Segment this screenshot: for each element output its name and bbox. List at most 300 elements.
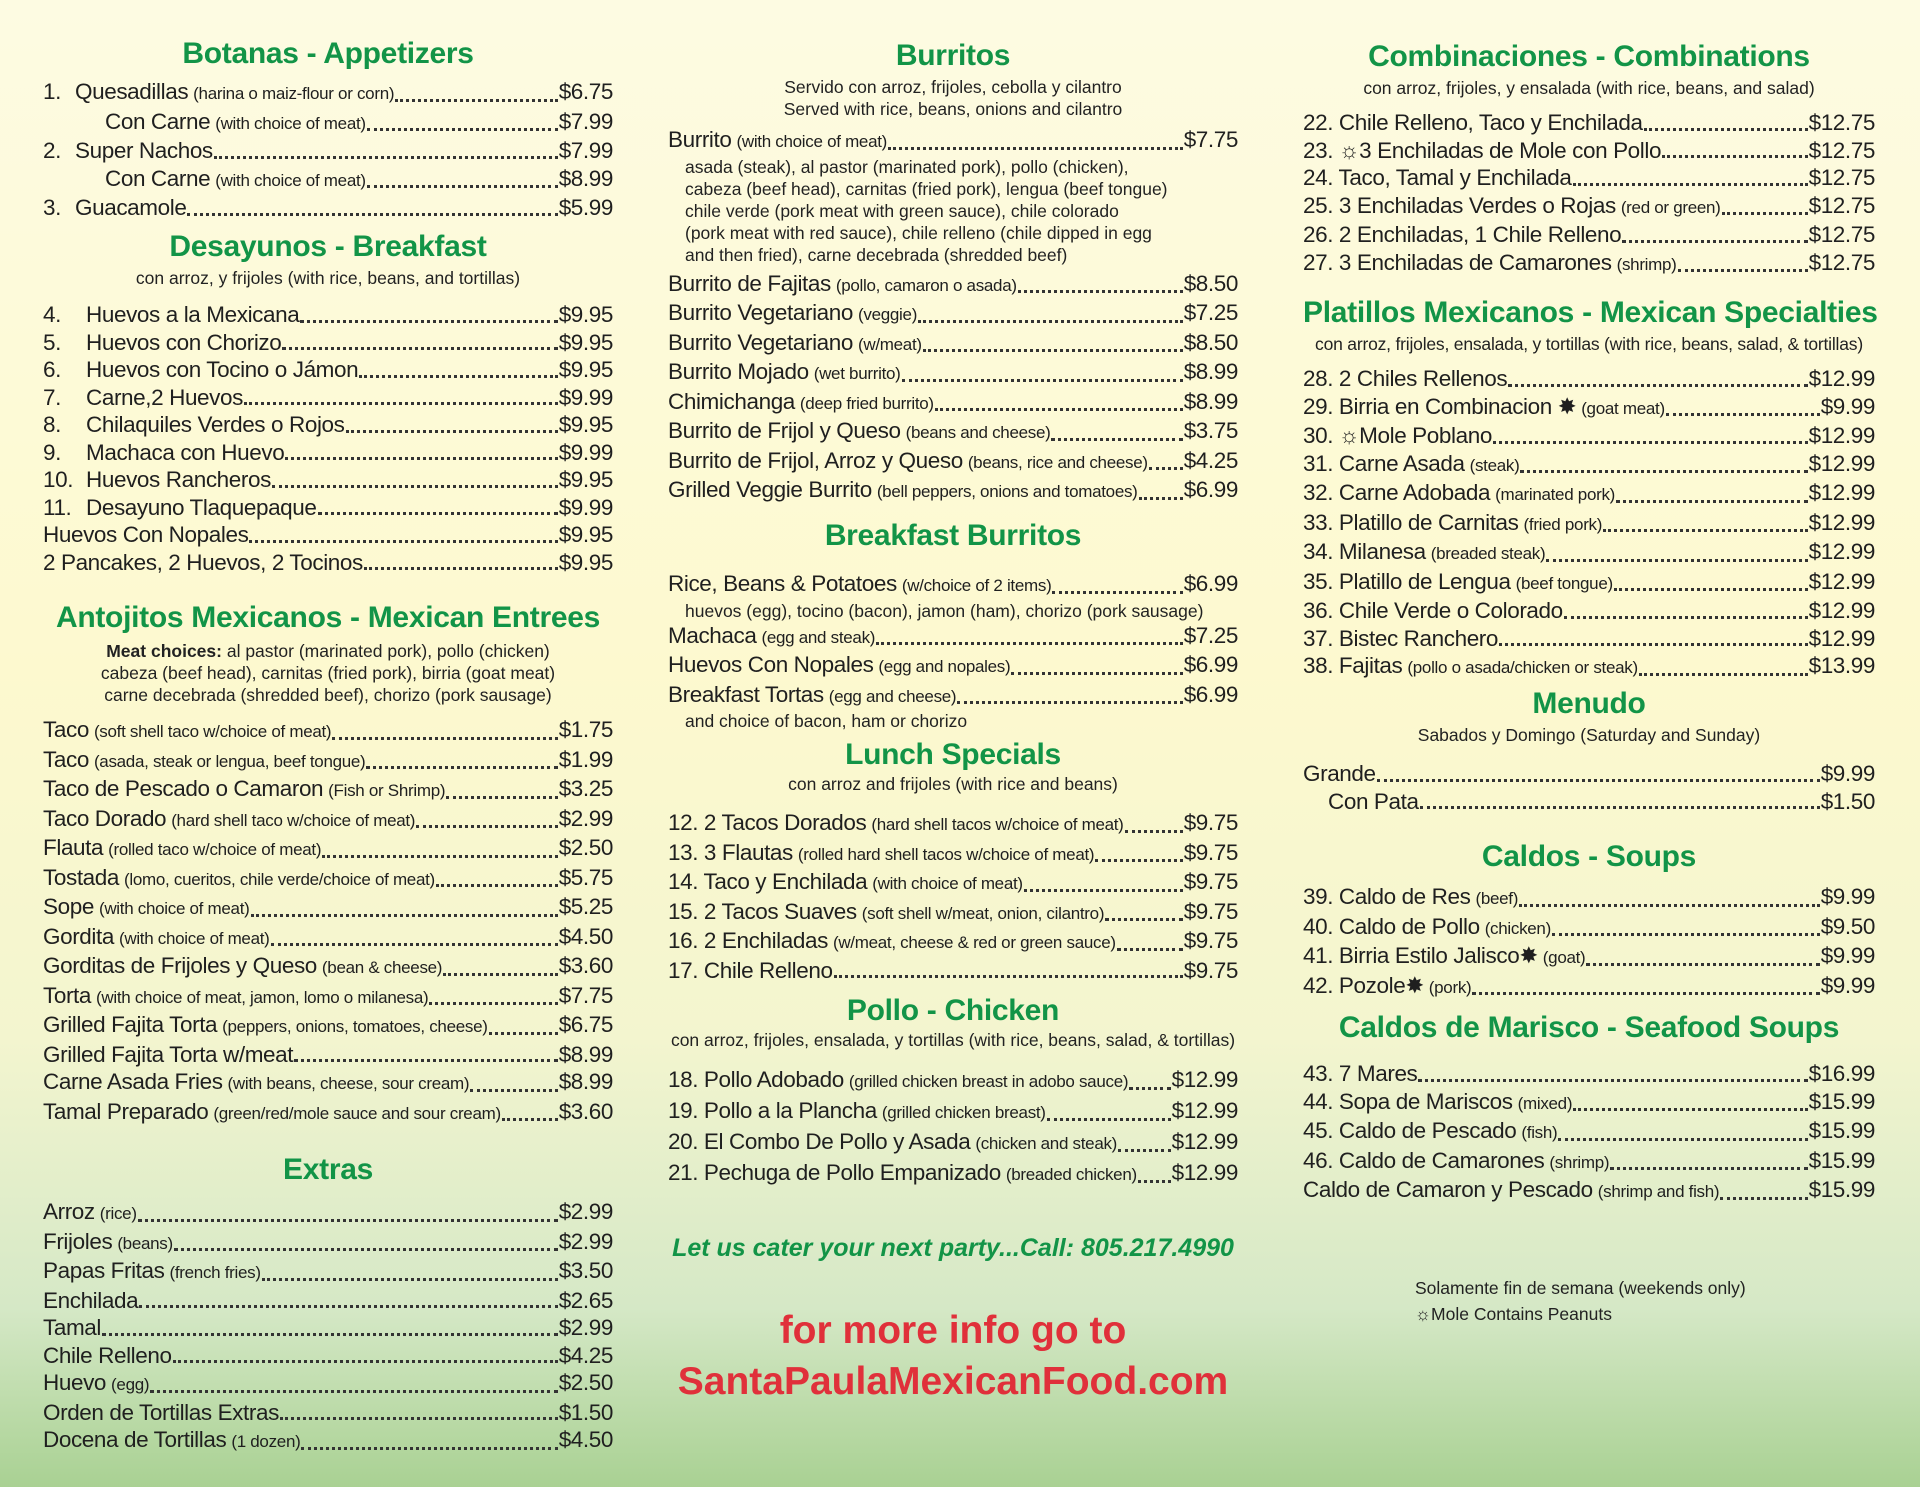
item-price: $5.99	[558, 195, 613, 220]
menu-item	[43, 466, 613, 494]
breakfast-section	[43, 229, 613, 576]
more-info-text: for more info go to	[779, 1309, 1127, 1352]
menu-item	[1303, 1176, 1875, 1206]
item-description: (goat meat)	[1581, 398, 1665, 418]
item-name: Chilaquiles Verdes o Rojos	[86, 412, 345, 437]
chicken-list	[668, 1065, 1238, 1189]
item-name: 23. ☼3 Enchiladas de Mole con Pollo	[1303, 137, 1662, 163]
item-price: $2.50	[558, 1370, 613, 1395]
item-name: Machaca	[668, 622, 757, 648]
item-name: Gorditas de Frijoles y Queso	[43, 953, 317, 978]
item-price: $15.99	[1808, 1177, 1875, 1202]
menu-item	[43, 137, 613, 165]
appetizers-section	[43, 36, 613, 222]
dot-leader	[282, 347, 557, 350]
menu-item	[43, 952, 613, 982]
dot-leader	[1644, 128, 1808, 131]
item-name: Con Pata	[1328, 788, 1419, 814]
burrito-meat-options: cabeza (beef head), carnitas (fried pork), lengua (beef tongue)	[685, 178, 1168, 199]
dot-leader	[1614, 588, 1808, 591]
menu-item	[668, 358, 1238, 388]
menu-item	[668, 651, 1238, 681]
item-number: 1.	[43, 79, 61, 104]
item-number: 2.	[43, 138, 61, 163]
item-name: Taco	[43, 746, 89, 772]
item-price: $4.25	[1183, 447, 1238, 473]
item-name: 41. Birria Estilo Jalisco✸	[1303, 943, 1538, 968]
menu-item	[668, 957, 1238, 985]
dot-leader	[1493, 441, 1808, 444]
menu-item	[668, 898, 1238, 928]
item-description: (with choice of meat)	[736, 132, 888, 151]
item-price: $9.75	[1183, 928, 1238, 953]
item-price: $3.60	[558, 953, 613, 978]
dot-leader	[364, 567, 558, 570]
item-name: Burrito Mojado	[668, 359, 809, 384]
item-price: $9.95	[558, 302, 613, 327]
item-price: $9.99	[1820, 884, 1875, 909]
item-description: (grilled chicken breast)	[881, 1103, 1046, 1122]
item-name: Huevo	[43, 1370, 107, 1395]
item-description: (with beans, cheese, sour cream)	[227, 1074, 470, 1093]
menudo-title: Menudo	[1532, 687, 1646, 720]
dot-leader	[1616, 500, 1808, 503]
menudo-section	[1303, 686, 1875, 815]
item-description: (goat)	[1542, 948, 1586, 967]
item-price: $12.75	[1808, 110, 1875, 135]
dot-leader	[294, 1059, 558, 1062]
meat-choices-line-1: al pastor (marinated pork), pollo (chicken)	[226, 641, 550, 661]
item-price: $3.25	[558, 776, 613, 801]
dot-leader	[1118, 1149, 1171, 1152]
item-price: $15.99	[1808, 1147, 1875, 1173]
meat-choices-note	[43, 640, 613, 706]
dot-leader	[1138, 1180, 1171, 1183]
menu-item	[43, 329, 613, 357]
menu-item	[43, 521, 613, 549]
item-price: $9.99	[1820, 972, 1875, 998]
dot-leader	[1722, 212, 1808, 215]
item-name: 30. ☼Mole Poblano	[1303, 423, 1492, 448]
menu-item	[1303, 1147, 1875, 1177]
appetizers-list	[43, 78, 613, 222]
item-price: $12.99	[1808, 366, 1875, 391]
dot-leader	[1499, 643, 1808, 646]
item-price: $9.95	[558, 412, 613, 437]
menu-item	[1303, 1117, 1875, 1147]
item-number: 11.	[43, 494, 72, 520]
item-description: (deep fried burrito)	[799, 393, 934, 413]
item-name: 16. 2 Enchiladas	[668, 928, 828, 953]
breakfast-note: con arroz, y frijoles (with rice, beans, and tortillas)	[135, 268, 521, 288]
item-description: (bean & cheese)	[321, 958, 443, 977]
item-name: 42. Pozole✸	[1303, 972, 1424, 998]
dot-leader	[1129, 1087, 1170, 1090]
item-price: $12.99	[1808, 450, 1875, 476]
soups-section	[1303, 839, 1875, 1001]
item-name: 45. Caldo de Pescado	[1303, 1118, 1517, 1143]
item-description: (rolled hard shell tacos w/choice of meat)	[797, 844, 1095, 864]
menu-item	[1303, 760, 1875, 788]
burrito-meat-options: asada (steak), al pastor (marinated pork), pollo (chicken),	[685, 156, 1129, 177]
item-number: 10.	[43, 467, 74, 492]
dot-leader	[1610, 1167, 1807, 1170]
menu-item	[43, 1228, 613, 1258]
item-price: $9.99	[1820, 761, 1875, 786]
breakfast-burritos-title: Breakfast Burritos	[824, 519, 1082, 552]
menu-item	[43, 1314, 613, 1342]
item-name: 35. Platillo de Lengua	[1303, 568, 1511, 594]
dot-leader	[1149, 467, 1183, 470]
menu-item	[1303, 509, 1875, 539]
dot-leader	[367, 128, 558, 131]
breakfast-burritos-list	[668, 570, 1238, 732]
item-name: Frijoles	[43, 1228, 113, 1254]
catering-callout: Let us cater your next party...Call: 805.217.4990	[672, 1234, 1234, 1262]
item-description: (harina o maiz-flour or corn)	[193, 84, 395, 103]
item-price: $12.99	[1171, 1160, 1238, 1185]
menu-item	[668, 839, 1238, 869]
item-name: 44. Sopa de Mariscos	[1303, 1088, 1513, 1114]
item-price: $9.99	[558, 494, 613, 520]
item-price: $8.99	[558, 165, 613, 191]
item-price: $7.75	[558, 982, 613, 1008]
item-price: $12.99	[1171, 1098, 1238, 1123]
item-name: Huevos con Chorizo	[86, 329, 282, 355]
menu-item	[1303, 137, 1875, 165]
menu-item	[43, 356, 613, 384]
item-name: Taco Dorado	[43, 805, 167, 831]
item-description: (egg)	[111, 1375, 150, 1394]
dot-leader	[174, 1248, 558, 1251]
item-name: 39. Caldo de Res	[1303, 884, 1471, 909]
dot-leader	[318, 512, 558, 515]
menu-item	[43, 1257, 613, 1287]
menu-item	[668, 126, 1238, 156]
item-name: 12. 2 Tacos Dorados	[668, 810, 867, 835]
menu-item	[668, 681, 1238, 711]
item-name: 37. Bistec Ranchero	[1303, 625, 1499, 651]
item-name: Tostada	[43, 864, 120, 890]
item-description: (egg and cheese)	[828, 686, 957, 706]
menu-item	[668, 329, 1238, 359]
item-price: $9.50	[1820, 913, 1875, 939]
menu-item	[43, 411, 613, 439]
dot-leader	[322, 855, 558, 858]
chicken-note: con arroz, frijoles, ensalada, y tortillas (with rice, beans, salad, & tortillas)	[670, 1030, 1236, 1050]
item-price: $9.75	[1183, 957, 1238, 983]
menu-item	[43, 439, 613, 467]
item-name: 46. Caldo de Camarones	[1303, 1147, 1545, 1173]
item-price: $12.99	[1808, 598, 1875, 623]
menu-item	[668, 417, 1238, 447]
item-price: $12.99	[1808, 625, 1875, 651]
dot-leader	[1678, 269, 1808, 272]
item-name: 13. 3 Flautas	[668, 839, 793, 865]
dot-leader	[214, 156, 558, 159]
item-name: 24. Taco, Tamal y Enchilada	[1303, 165, 1572, 190]
item-price: $9.99	[1820, 393, 1875, 419]
item-price: $9.75	[1183, 869, 1238, 894]
dot-leader	[834, 975, 1183, 978]
chicken-section	[668, 993, 1238, 1189]
menu-item	[43, 1399, 613, 1427]
extras-section	[43, 1152, 613, 1456]
dot-leader	[1622, 240, 1807, 243]
dot-leader	[902, 379, 1183, 382]
item-description: (shrimp)	[1616, 254, 1677, 274]
item-price: $15.99	[1808, 1118, 1875, 1143]
weekends-only-note: Solamente fin de semana (weekends only)	[1415, 1278, 1746, 1298]
item-description: (peppers, onions, tomatoes, cheese)	[222, 1017, 488, 1036]
item-name: Gordita	[43, 923, 114, 949]
dot-leader	[138, 1219, 558, 1222]
item-description: (with choice of meat, jamon, lomo o milanesa)	[96, 987, 429, 1007]
item-description: (grilled chicken breast in adobo sauce)	[848, 1072, 1129, 1091]
item-description: (w/meat, cheese & red or green sauce)	[832, 933, 1116, 952]
menu-item	[43, 1287, 613, 1315]
menu-item	[1303, 393, 1875, 423]
item-description: (marinated pork)	[1495, 485, 1616, 504]
menu-item	[668, 622, 1238, 652]
item-name: 19. Pollo a la Plancha	[668, 1098, 877, 1123]
item-name: Tamal	[43, 1315, 102, 1340]
menu-item	[1303, 568, 1875, 598]
item-description: (pollo, camaron o asada)	[835, 275, 1017, 295]
entrees-section	[43, 600, 613, 1127]
seafood-title: Caldos de Marisco - Seafood Soups	[1338, 1011, 1840, 1044]
item-price: $12.75	[1808, 222, 1875, 247]
menu-item	[668, 927, 1238, 957]
item-name: Machaca con Huevo	[86, 439, 285, 465]
item-price: $12.99	[1171, 1067, 1238, 1092]
peanut-warning-note: ☼Mole Contains Peanuts	[1415, 1304, 1612, 1324]
item-name: Con Carne	[105, 108, 211, 134]
dot-leader	[1377, 779, 1820, 782]
item-price: $1.75	[558, 717, 613, 742]
specialties-list	[1303, 365, 1875, 682]
item-name: 18. Pollo Adobado	[668, 1067, 844, 1092]
item-name: Carne Asada Fries	[43, 1069, 223, 1094]
menu-item	[43, 108, 613, 138]
menu-item	[668, 1158, 1238, 1189]
item-name: Arroz	[43, 1199, 95, 1224]
menu-item	[43, 775, 613, 805]
menu-item	[1303, 913, 1875, 943]
burrito-meat-options: (pork meat with red sauce), chile relleno (chile dipped in egg	[685, 222, 1152, 243]
lunch-specials-section	[668, 737, 1238, 984]
menu-item	[43, 805, 613, 835]
item-name: Rice, Beans & Potatoes	[668, 571, 897, 596]
dot-leader	[102, 1333, 558, 1336]
item-price: $2.99	[558, 1228, 613, 1254]
dot-leader	[173, 1360, 558, 1363]
item-description: (egg and steak)	[761, 627, 876, 647]
dot-leader	[1508, 384, 1807, 387]
dot-leader	[1552, 933, 1820, 936]
item-number: 3.	[43, 195, 61, 220]
item-description: (Fish or Shrimp)	[328, 781, 446, 800]
item-description: (hard shell taco w/choice of meat)	[171, 810, 416, 830]
seafood-list	[1303, 1060, 1875, 1206]
item-price: $12.99	[1808, 480, 1875, 505]
appetizers-title: Botanas - Appetizers	[182, 37, 474, 70]
dot-leader	[285, 457, 557, 460]
item-price: $12.99	[1808, 423, 1875, 448]
menu-item	[668, 447, 1238, 477]
item-price: $6.99	[1183, 681, 1238, 707]
menudo-note: Sabados y Domingo (Saturday and Sunday)	[1417, 725, 1761, 745]
dot-leader	[280, 1417, 558, 1420]
item-description: (pork)	[1428, 977, 1472, 997]
item-number: 6.	[43, 357, 61, 382]
item-name: Grande	[1303, 761, 1376, 786]
item-description: (w/choice of 2 items)	[901, 576, 1052, 595]
item-description: (beef tongue)	[1515, 573, 1613, 593]
item-price: $8.99	[558, 1069, 613, 1094]
item-price: $6.99	[1183, 571, 1238, 596]
dot-leader	[1573, 1108, 1807, 1111]
burritos-title: Burritos	[895, 39, 1011, 72]
menu-item	[43, 716, 613, 746]
item-description: (w/meat)	[858, 334, 922, 354]
dot-leader	[1564, 616, 1808, 619]
item-name: Burrito	[668, 127, 732, 152]
item-description: (soft shell w/meat, onion, cilantro)	[861, 903, 1105, 923]
item-description: (shrimp and fish)	[1597, 1182, 1720, 1201]
item-name: 28. 2 Chiles Rellenos	[1303, 366, 1508, 391]
item-name: 38. Fajitas	[1303, 653, 1403, 678]
item-price: $12.99	[1808, 539, 1875, 564]
item-name: Flauta	[43, 835, 104, 860]
menu-item	[1303, 788, 1875, 816]
item-description: (beans and cheese)	[905, 423, 1051, 442]
dot-leader	[416, 825, 558, 828]
item-description: (with choice of meat)	[118, 928, 270, 948]
item-number: 8.	[43, 412, 61, 437]
item-name: 31. Carne Asada	[1303, 450, 1465, 476]
item-price: $12.99	[1808, 568, 1875, 594]
dot-leader	[244, 402, 558, 405]
item-name: 14. Taco y Enchilada	[668, 869, 868, 894]
item-price: $7.75	[1183, 127, 1238, 152]
menu-item	[668, 1096, 1238, 1127]
item-description: (asada, steak or lengua, beef tongue)	[93, 751, 366, 771]
menu-item	[668, 809, 1238, 839]
entrees-title: Antojitos Mexicanos - Mexican Entrees	[55, 601, 601, 634]
breakfast-list	[43, 301, 613, 576]
menu-item	[1303, 538, 1875, 568]
dot-leader	[1052, 591, 1182, 594]
item-price: $8.99	[558, 1041, 613, 1067]
dot-leader	[150, 1390, 557, 1393]
item-name: Chile Relleno	[43, 1342, 172, 1368]
burritos-list	[668, 126, 1238, 506]
menu-item	[668, 270, 1238, 300]
item-name: Burrito de Frijol y Queso	[668, 418, 901, 443]
item-description: (shrimp)	[1549, 1152, 1610, 1172]
breakfast-burrito-options: huevos (egg), tocino (bacon), jamon (ham), chorizo (pork sausage)	[685, 600, 1204, 621]
item-price: $7.25	[1183, 300, 1238, 325]
chicken-title: Pollo - Chicken	[846, 994, 1060, 1027]
item-description: (1 dozen)	[231, 1432, 301, 1451]
item-price: $9.75	[1183, 839, 1238, 865]
item-name: Grilled Fajita Torta w/meat	[43, 1041, 294, 1067]
item-name: Taco de Pescado o Camaron	[43, 776, 324, 801]
item-price: $12.99	[1171, 1129, 1238, 1154]
lunch-specials-note: con arroz and frijoles (with rice and beans)	[788, 774, 1118, 794]
menu-item	[43, 923, 613, 953]
item-number: 4.	[43, 302, 61, 327]
item-price: $9.99	[1820, 943, 1875, 968]
item-price: $3.50	[558, 1258, 613, 1283]
item-description: (green/red/mole sauce and sour cream)	[213, 1103, 501, 1123]
item-name: Orden de Tortillas Extras	[43, 1399, 279, 1425]
dot-leader	[1418, 1079, 1807, 1082]
dot-leader	[436, 884, 558, 887]
dot-leader	[489, 1032, 558, 1035]
combinations-note: con arroz, frijoles, y ensalada (with rice, beans, and salad)	[1363, 78, 1815, 98]
menu-item	[668, 1065, 1238, 1096]
combinations-section	[1303, 39, 1875, 278]
item-name: 17. Chile Relleno	[668, 957, 833, 983]
item-name: Huevos Rancheros	[86, 467, 271, 492]
item-price: $2.99	[558, 1199, 613, 1224]
item-description: (beef)	[1475, 889, 1519, 908]
item-price: $3.75	[1183, 418, 1238, 443]
item-description: (red or green)	[1620, 197, 1721, 217]
menu-item	[668, 868, 1238, 898]
item-description: (hard shell tacos w/choice of meat)	[871, 815, 1124, 834]
item-price: $8.50	[1183, 329, 1238, 355]
menu-item	[1303, 972, 1875, 1002]
dot-leader	[249, 540, 557, 543]
item-price: $4.50	[558, 923, 613, 949]
menu-item	[43, 834, 613, 864]
extras-title: Extras	[283, 1153, 373, 1186]
dot-leader	[888, 147, 1183, 150]
dot-leader	[301, 1447, 557, 1450]
website-link[interactable]: SantaPaulaMexicanFood.com	[677, 1360, 1229, 1403]
item-description: (egg and nopales)	[878, 657, 1011, 676]
dot-leader	[300, 320, 557, 323]
item-name: Desayuno Tlaquepaque	[86, 494, 317, 520]
menu-item	[1303, 597, 1875, 625]
item-price: $8.99	[1183, 359, 1238, 384]
item-price: $6.99	[1183, 477, 1238, 502]
dot-leader	[502, 1118, 558, 1121]
menu-item	[1303, 942, 1875, 972]
dot-leader	[139, 1305, 557, 1308]
item-name: Burrito Vegetariano	[668, 329, 854, 355]
item-name: Huevos con Tocino o Jámon	[86, 357, 359, 382]
item-price: $4.50	[558, 1427, 613, 1452]
lunch-specials-title: Lunch Specials	[845, 738, 1061, 771]
burrito-meat-options: and then fried), carne decebrada (shredded beef)	[685, 244, 1068, 265]
item-number: 7.	[43, 384, 61, 410]
dot-leader	[1024, 889, 1183, 892]
item-name: Grilled Fajita Torta	[43, 1012, 218, 1037]
menu-item	[1303, 450, 1875, 480]
dot-leader	[251, 914, 558, 917]
item-price: $1.50	[1820, 788, 1875, 814]
item-name: 34. Milanesa	[1303, 539, 1426, 564]
entrees-list	[43, 716, 613, 1127]
dot-leader	[918, 320, 1183, 323]
item-name: 29. Birria en Combinacion ✸	[1303, 393, 1577, 419]
item-price: $2.65	[558, 1287, 613, 1313]
item-price: $9.75	[1183, 810, 1238, 835]
